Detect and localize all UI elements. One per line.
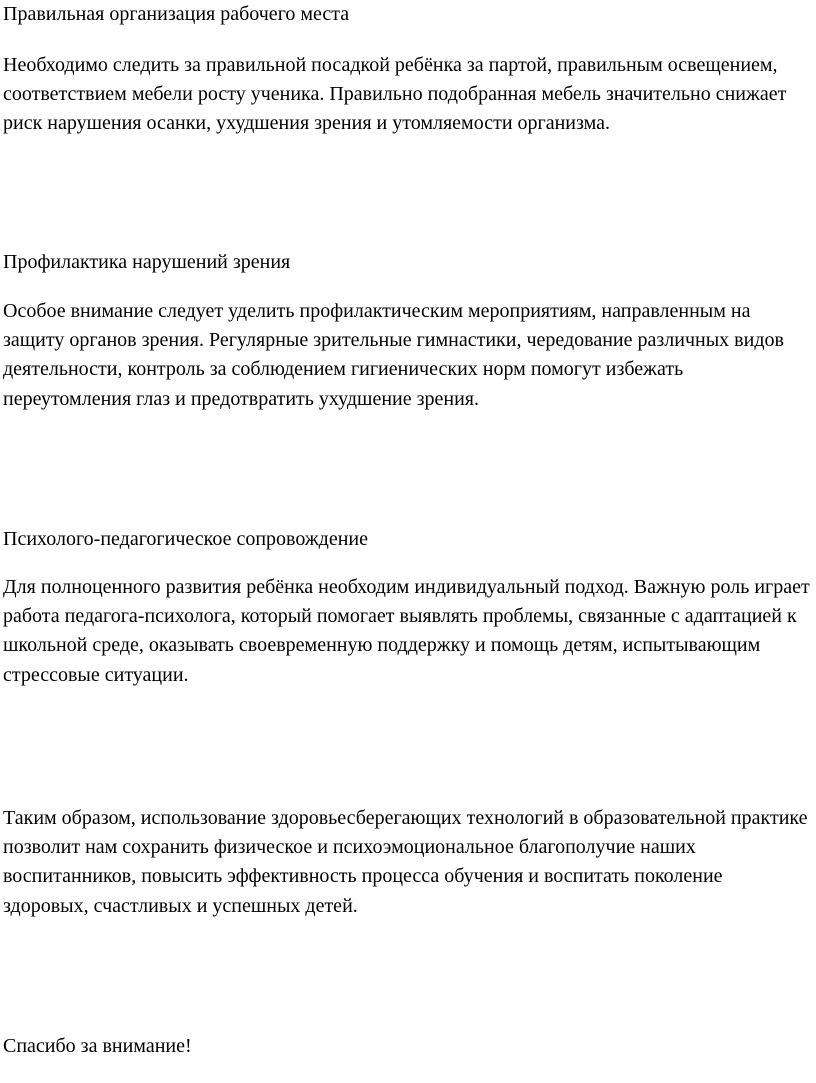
section-heading-vision: Профилактика нарушений зрения	[3, 251, 291, 273]
conclusion-paragraph: Таким образом, использование здоровьесберегающих технологий в образовательной практике позволит нам сохранить физическое и психоэмоциональное благополучие наших воспитанников, повысить эффективность процесса обучения и воспитать поколение здоровых, счастливых и успешных детей.	[3, 807, 808, 917]
section-body-vision: Особое внимание следует уделить профилактическим мероприятиям, направленным на защиту органов зрения. Регулярные зрительные гимнастики, чередование различных видов деятельности, контроль за соблюдением гигиенических норм помогут избежать переутомления глаз и предотвратить ухудшение зрения.	[3, 300, 784, 410]
section-body-workplace: Необходимо следить за правильной посадкой ребёнка за партой, правильным освещением, соответствием мебели росту ученика. Правильно подобранная мебель значительно снижает риск нарушения осанки, ухудшения зрения и утомляемости организма.	[3, 54, 787, 135]
section-heading-psychology: Психолого-педагогическое сопровождение	[3, 528, 368, 550]
closing-line: Спасибо за внимание!	[3, 1035, 192, 1057]
section-heading-workplace: Правильная организация рабочего места	[3, 3, 350, 25]
section-body-psychology: Для полноценного развития ребёнка необходим индивидуальный подход. Важную роль играет работа педагога-психолога, который помогает выявлять проблемы, связанные с адаптацией к школьной среде, оказывать своевременную поддержку и помощь детям, испытывающим стрессовые ситуации.	[3, 576, 810, 686]
